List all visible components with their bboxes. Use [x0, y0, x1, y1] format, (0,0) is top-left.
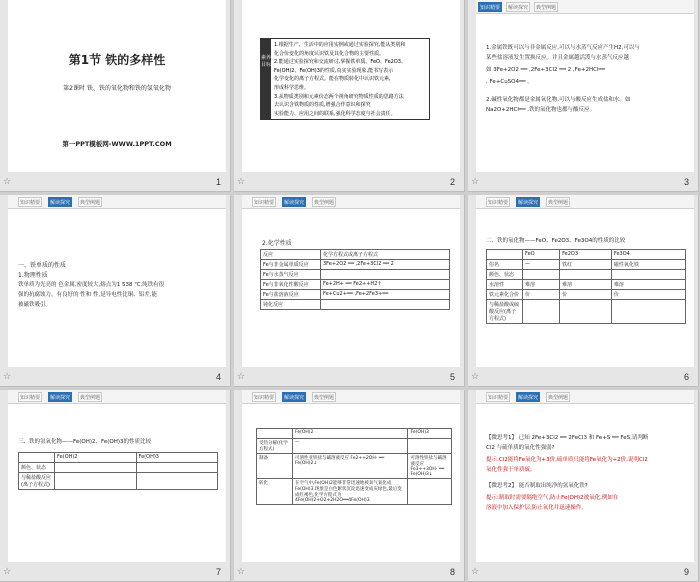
tab-explore[interactable]: 解读探究 [282, 392, 306, 402]
answer-1b: 氧化性强于单质硫。 [486, 467, 536, 473]
table-cell: 颜色、状态 [487, 270, 523, 280]
table-header-cell [19, 453, 55, 463]
slide-cell-6[interactable] [468, 195, 699, 387]
table-cell [611, 300, 685, 324]
table-cell [523, 270, 560, 280]
table-row [261, 270, 450, 280]
tab-explore[interactable]: 解读探究 [282, 197, 306, 207]
section-heading: 一、铁单质的性质 [18, 262, 67, 269]
para-1: 1.金属铁既可以与非金属反应,可以与水蒸气反应产生H2,可以与 [486, 45, 640, 51]
table-header-cell: Fe(OH)3 [408, 429, 452, 439]
table-cell: Fe与非氧化性酸反应 [261, 280, 321, 290]
table-cell: 难溶 [611, 280, 685, 290]
table-header-cell: Fe2O3 [560, 250, 612, 260]
objectives-text [274, 41, 429, 118]
slide-cell-1[interactable] [0, 0, 231, 192]
table-header-row [487, 250, 686, 260]
hydroxides-table [18, 452, 218, 490]
table-cell: Fe与水蒸气反应 [261, 270, 321, 280]
star-icon[interactable]: ☆ [3, 567, 12, 577]
table-cell: 在空气中,Fe(OH)2能够非常迅速地被氧气氧化成 Fe(OH)3,现象是白色絮状沉淀迅速变成灰绿色,最后变成红褐色,化学方程式为 4Fe(OH)2+O2+2H2O══4Fe(OH)3 [293, 479, 408, 505]
star-icon[interactable]: ☆ [237, 567, 246, 577]
star-icon[interactable]: ☆ [237, 177, 246, 187]
table-cell: Fe+2H+ ══ Fe2++H2↑ [321, 280, 450, 290]
table-header-cell: Fe(OH)2 [55, 453, 137, 463]
tab-examples[interactable]: 典型例题 [78, 197, 102, 207]
star-icon[interactable]: ☆ [471, 567, 480, 577]
slide-cell-5[interactable] [234, 195, 465, 387]
slide-number: 3 [683, 177, 689, 187]
slide-tab-bar [476, 390, 694, 404]
table-header-cell: 反应 [261, 250, 321, 260]
table-row [19, 473, 218, 490]
table-cell: 钝化反应 [261, 300, 321, 310]
table-header-cell [257, 429, 293, 439]
tab-knowledge[interactable]: 知识精要 [252, 392, 276, 402]
table-row [487, 280, 686, 290]
table-cell: 可溶性亚铁盐与碱溶液反应 Fe2++2OH- ══ Fe(OH)2↓ [293, 454, 408, 479]
slide-number: 5 [449, 372, 455, 382]
table-cell: 与稀盐酸或硫酸反应(离子方程式) [487, 300, 523, 324]
site-watermark: 第一PPT模板网-WWW.1PPT.COM [62, 140, 172, 148]
slide-footer [468, 368, 699, 386]
slide-cell-2[interactable] [234, 0, 465, 192]
slide-footer [0, 368, 231, 386]
slide-number: 7 [215, 567, 221, 577]
table-cell [408, 479, 452, 505]
table-cell [523, 300, 560, 324]
table-header-row [19, 453, 218, 463]
table-header-cell: 化学方程式或离子方程式 [321, 250, 450, 260]
slide-1[interactable] [8, 0, 226, 172]
slide-tab-bar [242, 390, 460, 404]
slide-tab-bar [8, 195, 226, 209]
table-row [487, 300, 686, 324]
slide-cell-7[interactable] [0, 390, 231, 582]
objective-line: 2.能通过实验探究和交流研讨,掌握铁单质、FeO、Fe2O3、 [274, 59, 406, 66]
tab-explore[interactable]: 解读探究 [516, 392, 540, 402]
star-icon[interactable]: ☆ [237, 372, 246, 382]
table-header-cell: FeO [523, 250, 560, 260]
slide-title: 第1节 铁的多样性 [68, 53, 166, 67]
objectives-box [260, 38, 430, 120]
objective-line: 1.根据生产、生活中的应用实例或通过实验探究,能从类别和 [274, 42, 406, 48]
tab-explore[interactable]: 解读探究 [48, 197, 72, 207]
slide-4[interactable] [8, 195, 226, 367]
section-heading: 二、铁的氧化物——FeO、Fe2O3、Fe3O4的性质的比较 [486, 238, 626, 244]
slide-number: 4 [215, 372, 221, 382]
table-cell [408, 439, 452, 454]
table-cell: 颜色、状态 [19, 463, 55, 473]
slide-5[interactable] [242, 195, 460, 367]
table-header-row [261, 250, 450, 260]
table-row [19, 463, 218, 473]
slide-2[interactable] [242, 0, 460, 172]
objective-line: Fe(OH)2、Fe(OH)3的性质,真实实验现象,能书写表示 [274, 67, 394, 74]
table-cell: — [293, 439, 408, 454]
table-header-row [257, 429, 452, 439]
tab-explore[interactable]: 解读探究 [506, 2, 530, 12]
para-2: 强的抗腐蚀力。有良好的 性和 性,是导电性比铜、铝差,能 [18, 292, 157, 298]
table-cell [560, 300, 612, 324]
tab-knowledge[interactable]: 知识精要 [18, 197, 42, 207]
table-header-cell: Fe(OH)3 [136, 453, 218, 463]
tab-knowledge[interactable]: 知识精要 [486, 392, 510, 402]
table-cell: 受热分解(化学方程式) [257, 439, 293, 454]
table-row [487, 290, 686, 300]
tab-knowledge[interactable]: 知识精要 [252, 197, 276, 207]
slide-tab-bar [476, 195, 694, 209]
subsection-heading: 1.物理性质 [18, 272, 48, 279]
table-cell: 价 [611, 290, 685, 300]
slide-tab-bar [8, 390, 226, 404]
slide-tab-bar [476, 0, 694, 14]
table-cell: 可溶性铁盐与碱溶液反应 Fe3++3OH- ══ Fe(OH)3↓ [408, 454, 452, 479]
objectives-side-label: 素养目标 [261, 39, 271, 119]
tab-examples[interactable]: 典型例题 [546, 197, 570, 207]
para-1b: 某些盐溶液发生置换反应。并且金属越活泼与水蒸气反应越 [486, 55, 630, 61]
objective-line: 去认识含铁物质的性质,增强合作意识和探究 [274, 102, 371, 109]
table-cell: 难溶 [523, 280, 560, 290]
table-cell [55, 463, 137, 473]
para-1: 铁单质为光亮的 色金属,密度较大,熔点为1 538 ℃,纯铁有很 [18, 282, 165, 288]
table-cell [560, 270, 612, 280]
table-row [261, 300, 450, 310]
slide-tab-bar [242, 195, 460, 209]
slide-footer [0, 563, 231, 581]
slide-footer [468, 563, 699, 581]
star-icon[interactable]: ☆ [3, 177, 12, 187]
hydroxides-table-cont [256, 428, 452, 505]
tab-examples[interactable]: 典型例题 [534, 2, 558, 12]
table-cell [611, 270, 685, 280]
table-row [261, 280, 450, 290]
tab-explore[interactable]: 解读探究 [516, 197, 540, 207]
tab-knowledge[interactable]: 知识精要 [18, 392, 42, 402]
objective-line: 实验能力、应用之间的联系,强化科学态度与社会责任。 [274, 110, 396, 117]
answer-2b: 溶液中加入保护层,防止氧化并迅速操作。 [486, 505, 587, 511]
tab-examples[interactable]: 典型例题 [312, 197, 336, 207]
table-cell: 与稀盐酸反应(离子方程式) [19, 473, 55, 490]
table-row [257, 454, 452, 479]
slide-number: 6 [683, 372, 689, 382]
table-row [487, 270, 686, 280]
objective-line: 3.从物质类别和元素价态两个视角研究物质性质的思路方法 [274, 93, 404, 100]
objective-line: 化合价变化的角度认识铁及其化合物的主要性质。 [274, 50, 385, 57]
table-header-cell: Fe(OH)2 [293, 429, 408, 439]
table-cell: 制备 [257, 454, 293, 479]
table-cell: 磁性氧化铁 [611, 260, 685, 270]
slide-footer [234, 368, 465, 386]
slide-footer [234, 173, 465, 191]
slide-7[interactable] [8, 390, 226, 562]
answer-1: 提示:Cl2能将Fe氧化为+3价,硫单质只能将Fe氧化为+2价,说明Cl2 [486, 457, 648, 463]
table-cell: 难溶 [560, 280, 612, 290]
para-2: 2.碱性氧化物都是金属氧化物,可以与酸反应生成盐和水。如 [486, 97, 631, 103]
table-cell: 转化 [257, 479, 293, 505]
slide-8[interactable] [242, 390, 460, 562]
objective-line: 化学变化的离子方程式。能在物质转化中认识铁元素, [274, 76, 391, 83]
table-cell: Fe与非金属单质反应 [261, 260, 321, 270]
slide-cell-9[interactable] [468, 390, 699, 582]
table-cell: Fe与盐溶液反应 [261, 290, 321, 300]
table-cell: 水溶性 [487, 280, 523, 290]
reactions-table [260, 249, 450, 310]
question-2: 【微思考2】 能否制取出纯净的氢氧化铁? [486, 483, 588, 489]
objective-line: 形成科学思维。 [274, 84, 310, 91]
table-cell [321, 270, 450, 280]
table-row [257, 439, 452, 454]
table-header-cell [487, 250, 523, 260]
table-cell [136, 473, 218, 490]
slide-cell-4[interactable] [0, 195, 231, 387]
section-heading: 2.化学性质 [262, 240, 292, 247]
table-cell: 价 [523, 290, 560, 300]
slide-number: 1 [215, 177, 221, 187]
answer-2: 提示:制取时需要隔绝空气,防止Fe(OH)2被氧化,例如在 [486, 495, 619, 501]
tab-examples[interactable]: 典型例题 [312, 392, 336, 402]
oxides-table [486, 249, 686, 324]
tab-examples[interactable]: 典型例题 [546, 392, 570, 402]
question-1b: Cl2 与硫单质的氧化性强弱? [486, 445, 555, 451]
tab-explore[interactable]: 解读探究 [48, 392, 72, 402]
table-cell: 俗名 [487, 260, 523, 270]
table-row [487, 260, 686, 270]
slide-6[interactable] [476, 195, 694, 367]
star-icon[interactable]: ☆ [3, 372, 12, 382]
para-2b: Na2O+2HCl══ ,铁的氧化物也都与酸反应。 [486, 107, 596, 113]
slide-footer [234, 563, 465, 581]
slide-number: 9 [683, 567, 689, 577]
question-1: 【微思考1】 已知 2Fe+3Cl2 ══ 2FeCl3 和 Fe+S ══ FeS,请判断 [486, 435, 649, 441]
section-heading: 三、铁的氢氧化物——Fe(OH)2、Fe(OH)3的性质比较 [18, 439, 152, 445]
table-cell [136, 463, 218, 473]
para-1c: 如 3Fe+2O2 ══ ,2Fe+3Cl2 ══ 2 ,Fe+2HCl══ [486, 67, 606, 73]
tab-examples[interactable]: 典型例题 [78, 392, 102, 402]
table-cell [321, 300, 450, 310]
tab-knowledge[interactable]: 知识精要 [486, 197, 510, 207]
slide-3[interactable] [476, 0, 694, 172]
table-row [257, 479, 452, 505]
table-cell [55, 473, 137, 490]
tab-knowledge[interactable]: 知识精要 [478, 2, 502, 12]
slide-subtitle: 第2课时 铁、铁的氧化物和铁的氢氧化物 [63, 85, 171, 92]
star-icon[interactable]: ☆ [471, 372, 480, 382]
table-cell: 铁红 [560, 260, 612, 270]
table-cell: 价 [560, 290, 612, 300]
slide-cell-3[interactable] [468, 0, 699, 192]
para-1d: , Fe+CuSO4══ 。 [486, 79, 533, 85]
slide-number: 8 [449, 567, 455, 577]
slide-cell-8[interactable] [234, 390, 465, 582]
table-cell: Fe+Cu2+══ ,Fe+2Fe3+══ [321, 290, 450, 300]
table-header-cell: Fe3O4 [611, 250, 685, 260]
table-cell: — [523, 260, 560, 270]
star-icon[interactable]: ☆ [471, 177, 480, 187]
slide-footer [0, 173, 231, 191]
table-row [261, 260, 450, 270]
slide-footer [468, 173, 699, 191]
slide-number: 2 [449, 177, 455, 187]
para-3: 被磁铁吸引。 [18, 302, 52, 308]
table-cell: 3Fe+2O2 ══ ,2Fe+3Cl2 ══ 2 [321, 260, 450, 270]
slide-9[interactable] [476, 390, 694, 562]
table-row [261, 290, 450, 300]
table-cell: 铁元素化合价 [487, 290, 523, 300]
